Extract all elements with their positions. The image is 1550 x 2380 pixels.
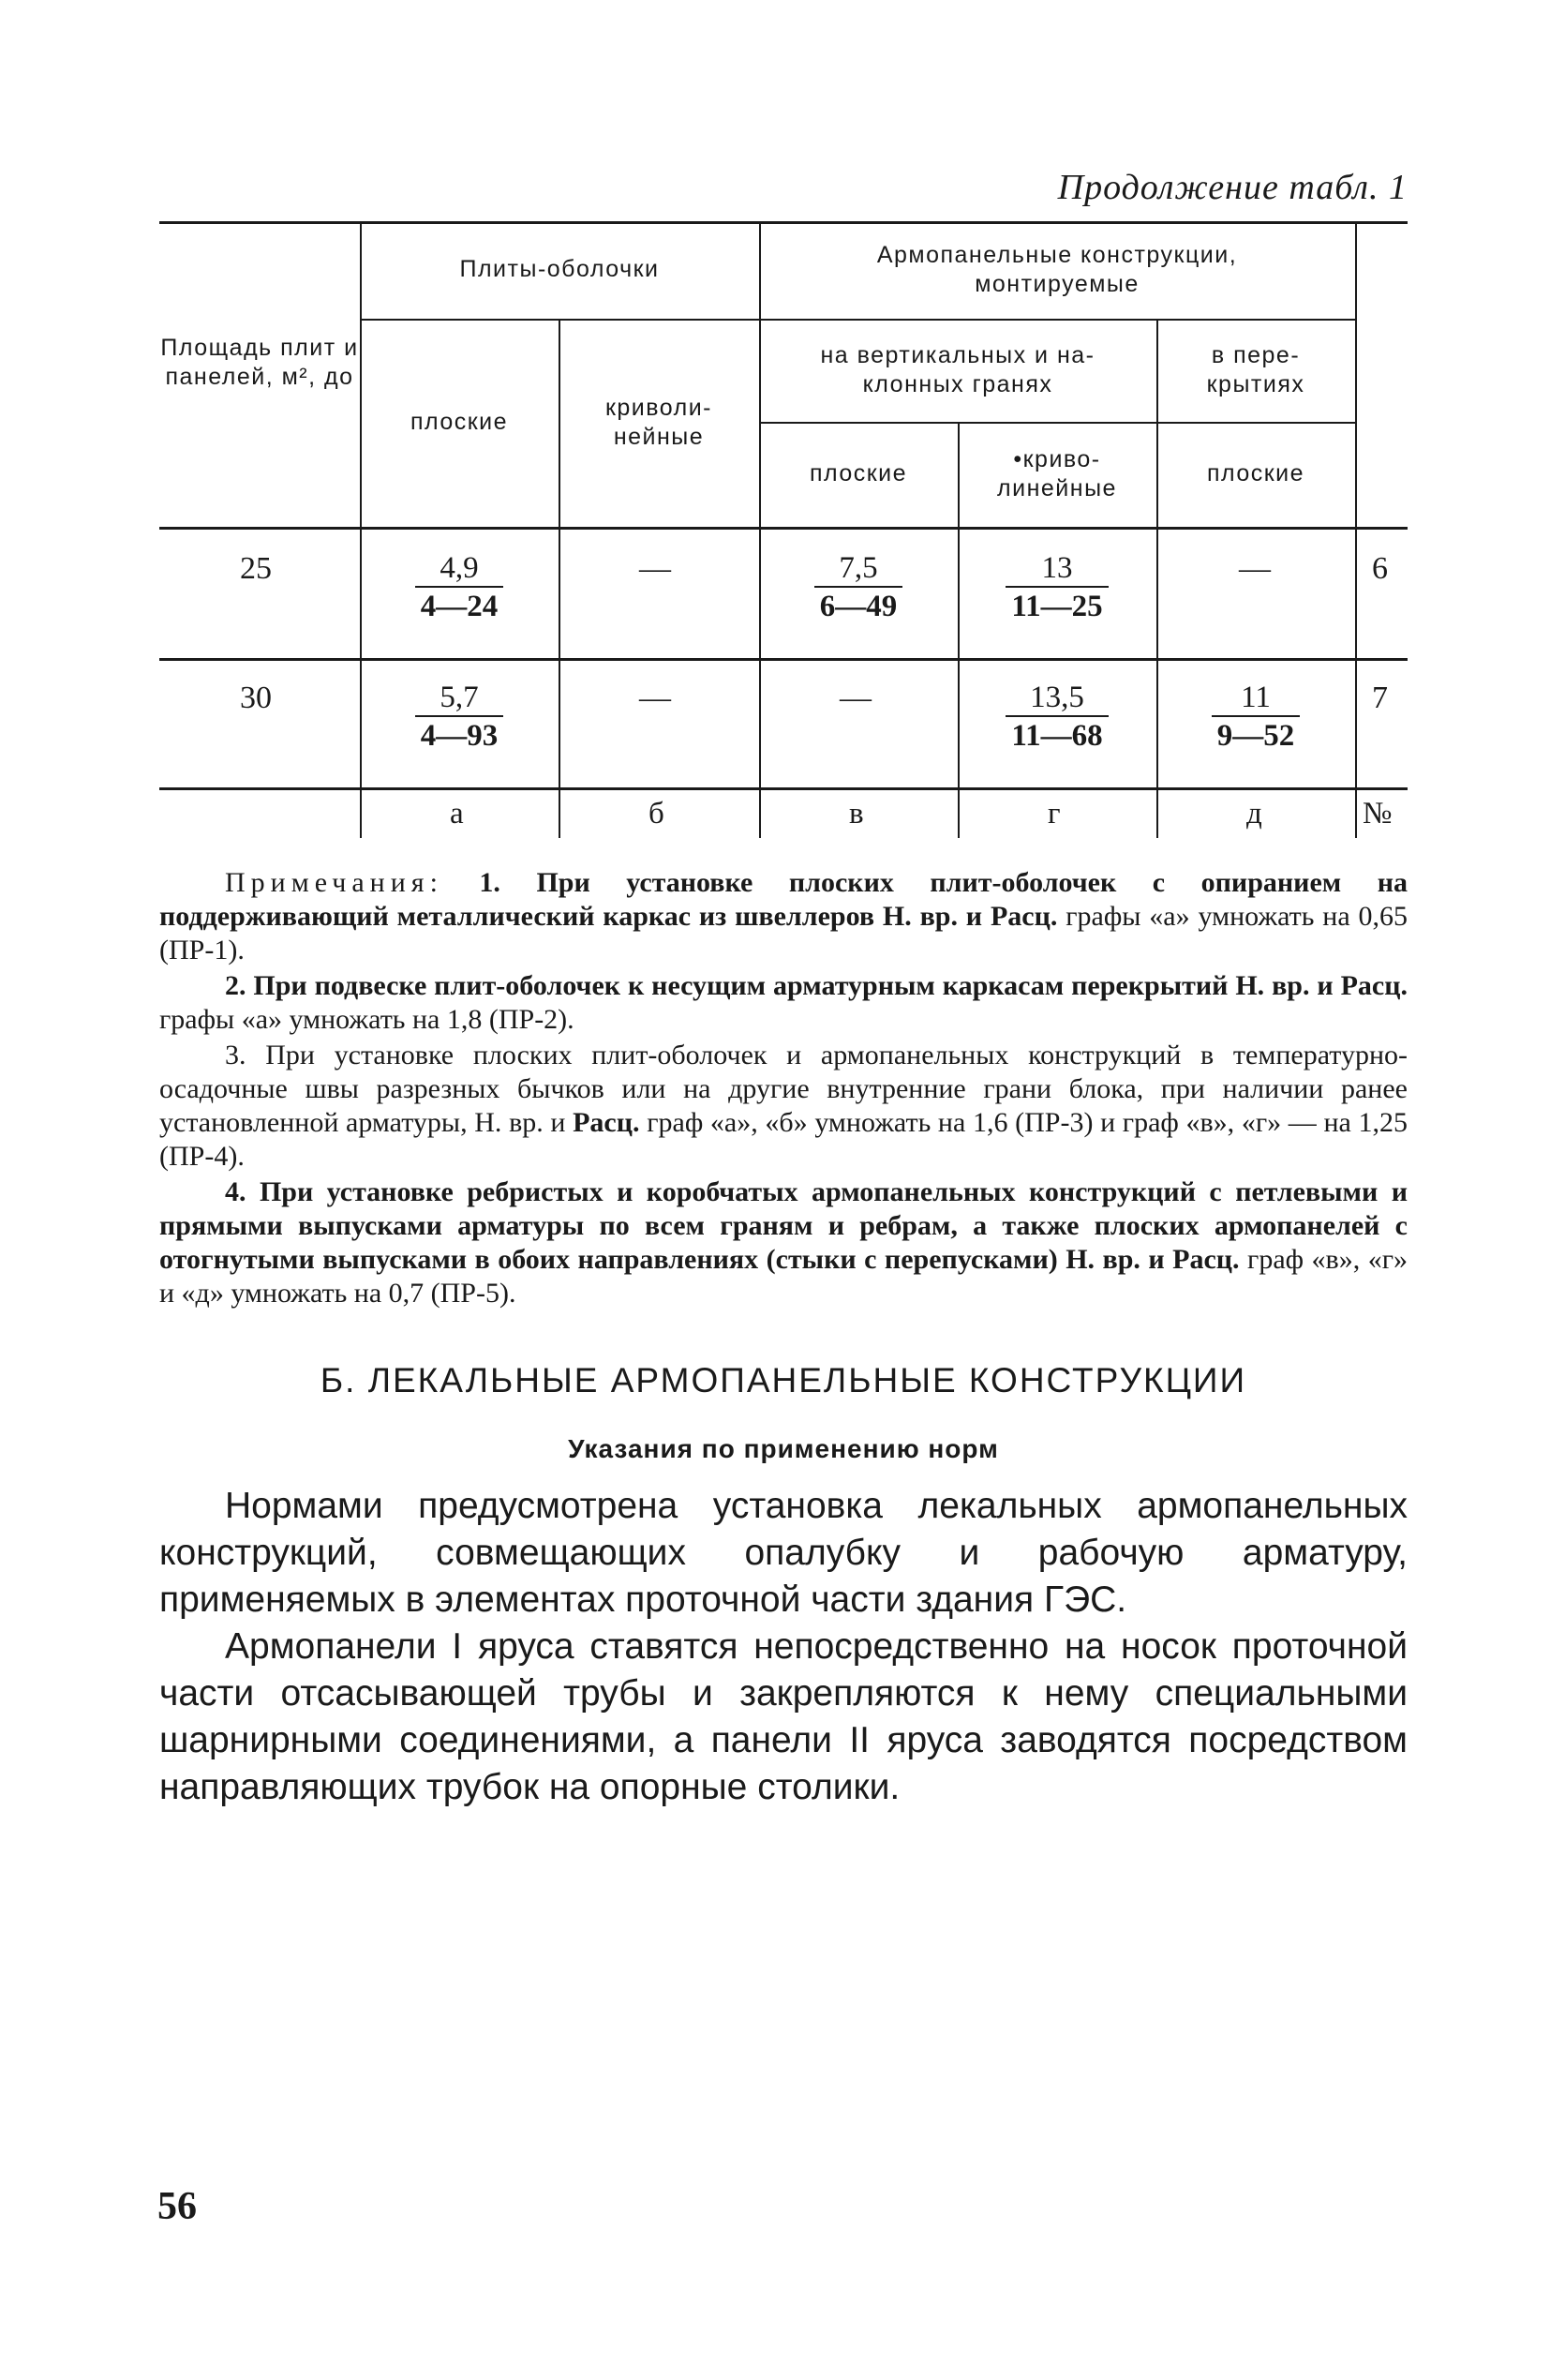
note-4 xyxy=(159,1175,1408,1310)
note-4-rasc: Расц. xyxy=(1172,1244,1240,1275)
row-2-area: 30 xyxy=(240,681,272,715)
header-d-flat: плоские xyxy=(1206,460,1305,487)
row-1-a-rate: 4—24 xyxy=(415,586,504,624)
row-2-a-rate: 4—93 xyxy=(415,715,504,754)
row-1-col-v xyxy=(804,551,913,624)
section-body xyxy=(159,1483,1408,1811)
header-plates-curved: криволи-нейные xyxy=(604,394,713,450)
table-continuation-caption: Продолжение табл. 1 xyxy=(1057,168,1408,207)
note-2 xyxy=(159,969,1408,1037)
row-1-area: 25 xyxy=(240,551,272,586)
header-group-armopanel: Армопанельные конструкции, монтируемые xyxy=(876,241,1238,297)
column-letter-d: д xyxy=(1246,797,1262,831)
row-1-g-rate: 11—25 xyxy=(1006,586,1108,624)
row-1-a-norm: 4,9 xyxy=(440,551,479,585)
notes-label: Примечания: xyxy=(225,867,443,898)
note-3-text-a: 3. При установке плоских плит-оболочек и армопанельных конструкций в температурно-осадочные швы разрезных бычков или на другие внутренние грани блока, при наличии ранее установленной арматуры, Н. вр. и xyxy=(159,1040,1408,1138)
row-2-col-v: — xyxy=(840,681,872,715)
section-subtitle: Указания по применению норм xyxy=(568,1434,999,1463)
column-letter-a: а xyxy=(450,797,464,831)
note-1-rasc: Расц. xyxy=(990,901,1058,932)
note-2-rasc: Расц. xyxy=(1340,970,1408,1001)
note-2-text-a: 2. При подвеске плит-оболочек к несущим арматурным каркасам перекрытий Н. вр. и xyxy=(225,970,1341,1001)
note-3-rasc: Расц. xyxy=(573,1107,640,1138)
note-1-text-b: графы «а» умножать на 0,65 (ПР-1). xyxy=(159,901,1408,965)
row-1-v-norm: 7,5 xyxy=(839,551,878,585)
row-2-g-rate: 11—68 xyxy=(1006,715,1108,754)
header-plates-flat: плоские xyxy=(410,409,509,436)
row-1-g-norm: 13 xyxy=(1041,551,1073,585)
header-floors: в пере-крытиях xyxy=(1206,341,1305,397)
table-notes xyxy=(159,866,1408,1312)
row-1-v-rate: 6—49 xyxy=(814,586,903,624)
column-letter-v: в xyxy=(849,797,864,831)
body-paragraph-2: Армопанели I яруса ставятся непосредственно на носок проточной части отсасывающей трубы и закрепляются к нему специальными шарнирными соединениями, а панели II яруса заводятся посредством направляющих трубок на опорные столики. xyxy=(159,1626,1408,1807)
header-area: Площадь плит и панелей, м², до xyxy=(160,334,359,390)
note-1-text-a: 1. При установке плоских плит-оболочек с опиранием на поддерживающий металлический каркас из швеллеров Н. вр. и xyxy=(159,867,1408,932)
row-2-g-norm: 13,5 xyxy=(1030,681,1084,714)
row-1-col-b: — xyxy=(639,551,671,586)
note-4-text-b: граф «в», «г» и «д» умножать на 0,7 (ПР-5). xyxy=(159,1244,1408,1309)
body-paragraph-1: Нормами предусмотрена установка лекальных армопанельных конструкций, совмещающих опалубку и рабочую арматуру, применяемых в элементах проточной части здания ГЭС. xyxy=(159,1486,1408,1620)
row-2-d-rate: 9—52 xyxy=(1212,715,1301,754)
header-bottom-rule xyxy=(159,527,1408,530)
column-number-sign: № xyxy=(1363,797,1393,831)
row-1-number: 6 xyxy=(1372,551,1388,586)
column-letter-g: г xyxy=(1048,797,1061,831)
row-2-col-g xyxy=(999,681,1115,754)
note-3-text-b: граф «а», «б» умножать на 1,6 (ПР-3) и граф «в», «г» — на 1,25 (ПР-4). xyxy=(159,1107,1408,1172)
row-2-col-a xyxy=(405,681,514,754)
row-2-bottom-rule xyxy=(159,787,1408,790)
section-title: Б. ЛЕКАЛЬНЫЕ АРМОПАНЕЛЬНЫЕ КОНСТРУКЦИИ xyxy=(320,1361,1247,1400)
note-4-text-a: 4. При установке ребристых и коробчатых армопанельных конструкций с петлевыми и прямыми выпусками арматуры по всем граням и ребрам, а также плоских армопанелей с отогнутыми выпусками в обоих направлениях (стыки с перепусками) Н. вр. и xyxy=(159,1176,1408,1275)
page-number: 56 xyxy=(157,2185,197,2228)
row-1-col-g xyxy=(999,551,1115,624)
norms-table xyxy=(159,221,1408,840)
row-2-col-b: — xyxy=(639,681,671,715)
col-rule-no xyxy=(1355,221,1357,838)
row-1-col-a xyxy=(405,551,514,624)
row-2-number: 7 xyxy=(1372,681,1388,715)
row-2-d-norm: 11 xyxy=(1241,681,1271,714)
header-vertical-faces: на вертикальных и на-клонных гранях xyxy=(820,341,1095,397)
header-g-curved: •криво-линейные xyxy=(997,445,1117,501)
row-1-bottom-rule xyxy=(159,658,1408,661)
note-3 xyxy=(159,1039,1408,1174)
row-2-col-d xyxy=(1198,681,1314,754)
header-v-flat: плоские xyxy=(809,460,908,487)
note-1 xyxy=(159,866,1408,967)
header-group-plates: Плиты-оболочки xyxy=(459,256,660,283)
column-letter-b: б xyxy=(648,797,664,831)
row-2-a-norm: 5,7 xyxy=(440,681,479,714)
row-1-col-d: — xyxy=(1239,551,1271,586)
note-2-text-b: графы «а» умножать на 1,8 (ПР-2). xyxy=(159,1004,574,1035)
